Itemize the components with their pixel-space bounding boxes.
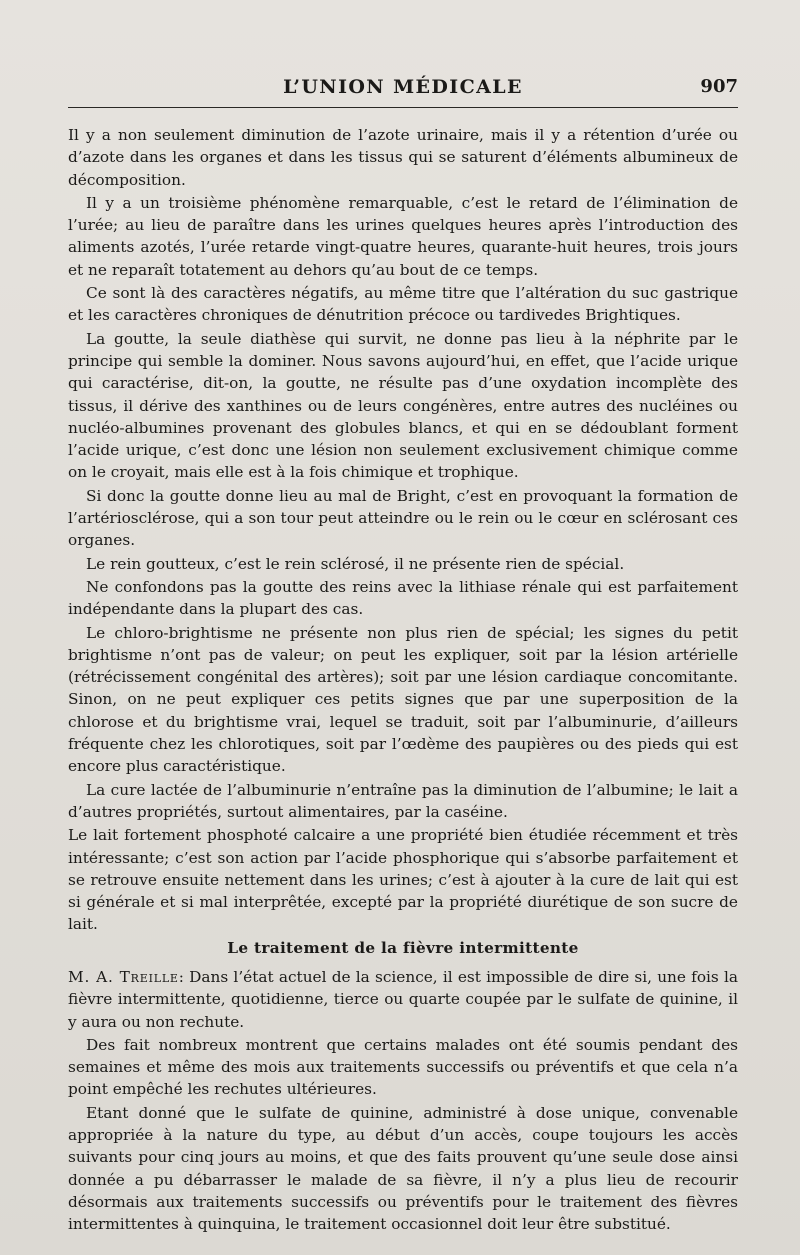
- paragraph: La goutte, la seule diathèse qui survit, ne donne pas lieu à la néphrite par le principe qui semble la dominer. Nous savons aujourd’hui, en effet, que l’acide urique qui caractérise, dit-on, la goutte, ne résulte pas d’une oxydation incomplète des tissus, il dérive des xanthines ou de leurs congénères, entre autres des nucléines ou nucléo-albumines provenant des globules blancs, et qui en se dédoublant forment l’acide urique, c’est donc une lésion non seulement exclusivement chimique comme on le croyait, mais elle est à la fois chimique et trophique.: [68, 329, 738, 482]
- paragraph: Ce sont là des caractères négatifs, au même titre que l’altération du suc gastrique et les caractères chroniques de dénutrition précoce ou tardivedes Brightiques.: [68, 284, 738, 325]
- paragraph: Etant donné que le sulfate de quinine, administré à dose unique, convenable appropriée à la nature du type, au début d’un accès, coupe toujours les accès suivants pour cinq jours au moins, et que des faits prouvent qu’une seule dose ainsi donnée a pu débarrasser le malade de sa fièvre, il n’y a plus lieu de recourir désormais aux traitements successifs ou préventifs pour le traitement des fièvres intermittentes à quinquina, le traitement occasionnel doit leur être substitué.: [68, 1103, 738, 1234]
- paragraph: Si donc la goutte donne lieu au mal de Bright, c’est en provoquant la formation de l’artériosclérose, qui a son tour peut atteindre ou le rein ou le cœur en sclérosant ces organes.: [68, 486, 738, 550]
- page-header: [68, 72, 738, 108]
- paragraph: Ne confondons pas la goutte des reins avec la lithiase rénale qui est parfaitement indépendante dans la plupart des cas.: [68, 577, 738, 619]
- paragraph: La cure lactée de l’albuminurie n’entraîne pas la diminution de l’albumine; le lait a d’autres propriétés, surtout alimentaires, par la caséine.: [68, 780, 738, 821]
- paragraph: Il y a non seulement diminution de l’azote urinaire, mais il y a rétention d’urée ou d’azote dans les organes et dans les tissus qui se saturent d’éléments albumineux de décomposition.: [68, 126, 738, 189]
- paragraph: Des fait nombreux montrent que certains malades ont été soumis pendant des semaines et même des mois aux traitements successifs ou préventifs et que cela n’a point empêché les rechutes ultérieures.: [68, 1035, 738, 1099]
- article-body: [68, 124, 738, 1237]
- paragraph: Le lait fortement phosphoté calcaire a une propriété bien étudiée récemment et très intéressante; c’est son action par l’acide phosphorique qui s’absorbe parfaitement et se retrouve ensuite nettement dans les urines; c’est à ajouter à la cure de lait qui est si générale et si mal interprêtée, excepté par la propriété diurétique de son sucre de lait.: [68, 826, 738, 934]
- running-title: L’UNION MÉDICALE: [283, 76, 523, 98]
- paragraph-text: : Dans l’état actuel de la science, il est impossible de dire si, une fois la fièvre intermittente, quotidienne, tierce ou quarte coupée par le sulfate de quinine, il y aura ou non rechute.: [68, 967, 739, 1031]
- header-rule: [68, 107, 738, 108]
- author-name: M. A. Treille: [68, 967, 179, 986]
- paragraph: Le rein goutteux, c’est le rein sclérosé, il ne présente rien de spécial.: [86, 554, 625, 573]
- section-heading: Le traitement de la fièvre intermittente: [227, 938, 579, 957]
- page-number: 907: [700, 76, 738, 97]
- paragraph: Il y a un troisième phénomène remarquable, c’est le retard de l’élimination de l’urée; au lieu de paraître dans les urines quelques heures après l’introduction des aliments azotés, l’urée retarde vingt-quatre heures, quarante-huit heures, trois jours et ne reparaît totatement au dehors qu’au bout de ce temps.: [68, 193, 738, 279]
- paragraph: Le chloro-brightisme ne présente non plus rien de spécial; les signes du petit brightisme n’ont pas de valeur; on peut les expliquer, soit par la lésion artérielle (rétrécissement congénital des artères); soit par une lésion cardiaque concomitante. Sinon, on ne peut expliquer ces petits signes que par une superposition de la chlorose et du brightisme vrai, lequel se traduit, soit par l’albuminurie, d’ailleurs fréquente chez les chlorotiques, soit par l’œdème des paupières ou des pieds qui est encore plus caractéristique.: [68, 623, 738, 776]
- section-first-paragraph: [68, 966, 738, 1033]
